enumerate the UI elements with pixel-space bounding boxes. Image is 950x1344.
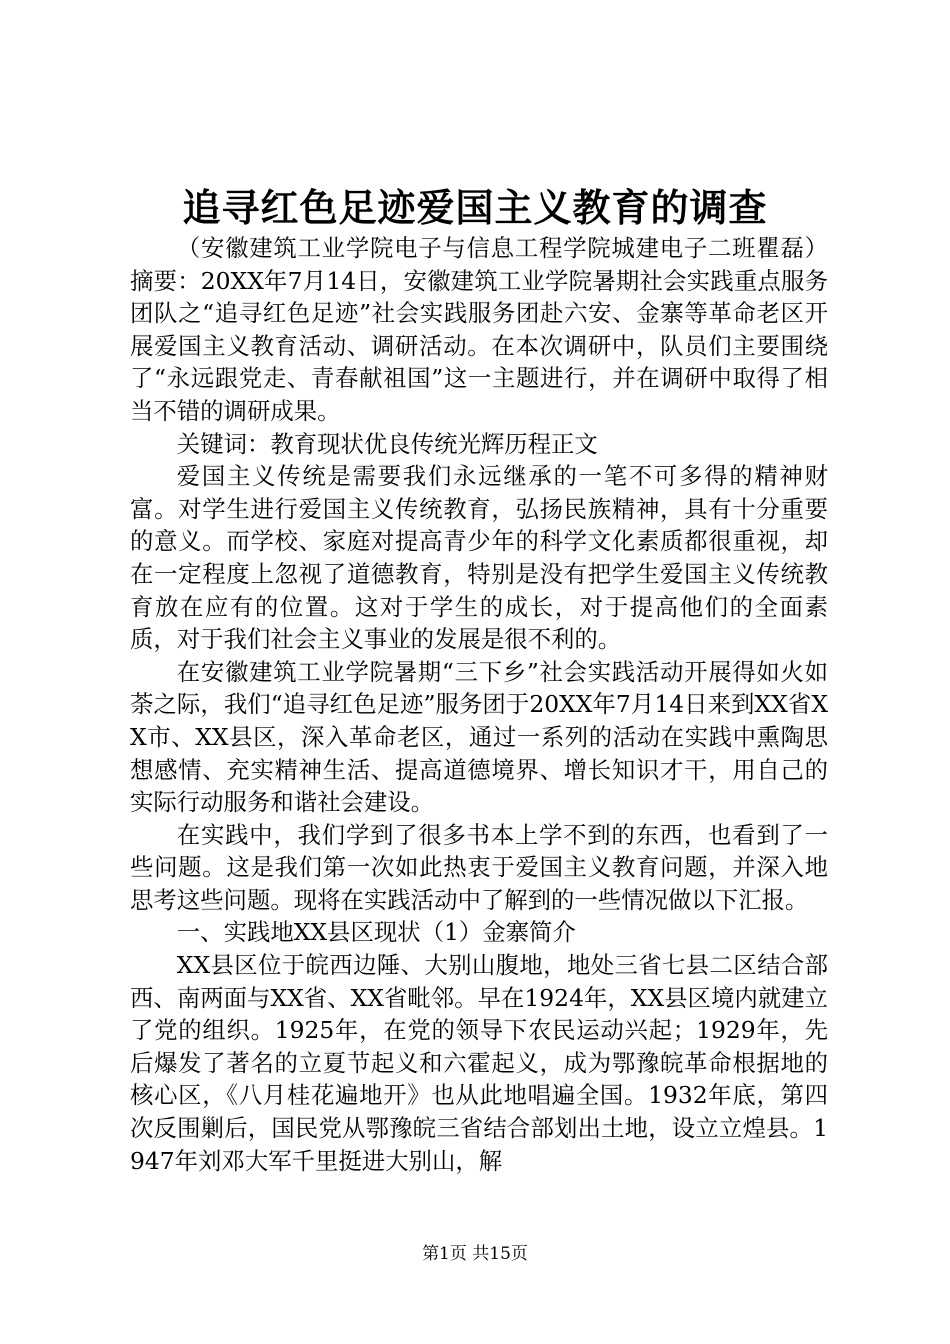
paragraph-keywords: 关键词：教育现状优良传统光辉历程正文 <box>176 429 598 458</box>
section-heading: 一、实践地XX县区现状（1）金寨简介 <box>176 918 576 947</box>
document-body <box>130 232 828 1177</box>
document-title: 追寻红色足迹爱国主义教育的调查 <box>182 185 768 230</box>
paragraph: 在实践中，我们学到了很多书本上学不到的东西，也看到了一些问题。这是我们第一次如此热衷于爱国主义教育问题，并深入地思考这些问题。现将在实践活动中了解到的一些情况做以下汇报。 <box>130 820 828 914</box>
page-footer: 第1页 共15页 <box>422 1244 528 1264</box>
paragraph: XX县区位于皖西边陲、大别山腹地，地处三省七县二区结合部西、南两面与XX省、XX省毗邻。早在1924年，XX县区境内就建立了党的组织。1925年，在党的领导下农民运动兴起；1929年，先后爆发了著名的立夏节起义和六霍起义，成为鄂豫皖革命根据地的核心区，《八月桂花遍地开》也从此地唱遍全国。1932年底，第四次反围剿后，国民党从鄂豫皖三省结合部划出土地，设立立煌县。1947年刘邓大军千里挺进大别山，解 <box>130 951 828 1175</box>
paragraph: 爱国主义传统是需要我们永远继承的一笔不可多得的精神财富。对学生进行爱国主义传统教育，弘扬民族精神，具有十分重要的意义。而学校、家庭对提高青少年的科学文化素质都很重视，却在一定程度上忽视了道德教育，特别是没有把学生爱国主义传统教育放在应有的位置。这对于学生的成长，对于提高他们的全面素质，对于我们社会主义事业的发展是很不利的。 <box>130 462 828 654</box>
paragraph: 在安徽建筑工业学院暑期“三下乡”社会实践活动开展得如火如荼之际，我们“追寻红色足迹”服务团于20XX年7月14日来到XX省XX市、XX县区，深入革命老区，通过一系列的活动在实践中熏陶思想感情、充实精神生活、提高道德境界、增长知识才干，用自己的实际行动服务和谐社会建设。 <box>130 657 828 817</box>
paragraph-abstract: （安徽建筑工业学院电子与信息工程学院城建电子二班瞿磊）摘要：20XX年7月14日，安徽建筑工业学院暑期社会实践重点服务团队之“追寻红色足迹”社会实践服务团赴六安、金寨等革命老区开展爱国主义教育活动、调研活动。在本次调研中，队员们主要围绕了“永远跟党走、青春献祖国”这一主题进行，并在调研中取得了相当不错的调研成果。 <box>130 234 828 425</box>
